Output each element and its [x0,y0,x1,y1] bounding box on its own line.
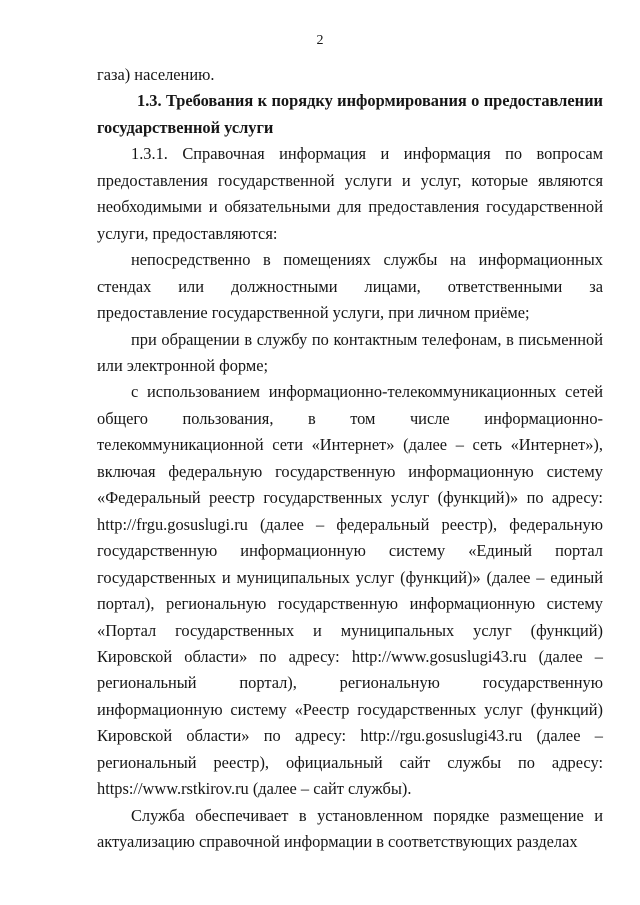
paragraph-continuation: газа) населению. [97,65,215,84]
section-heading: 1.3. Требования к порядку информирования о предоставлении государственной услуги [97,91,603,137]
paragraph-service-duties: Служба обеспечивает в установленном порядке размещение и актуализацию справочной информации в соответствующих разделах [97,805,603,852]
document-body [97,62,603,856]
paragraph-1-3-1: 1.3.1. Справочная информация и информация по вопросам предоставления государственной услуги и услуг, которые являются необходимыми и обязательными для предоставления государственной услуги, предоставляются: [97,144,603,243]
paragraph-in-office: непосредственно в помещениях службы на информационных стендах или должностными лицами, ответственными за предоставление государственной услуги, при личном приёме; [97,250,603,323]
paragraph-by-phone: при обращении в службу по контактным телефонам, в письменной или электронной форме; [97,329,603,375]
page-number: 2 [316,33,324,48]
paragraph-internet: с использованием информационно-телекоммуникационных сетей общего пользования, в том числе информационно-телекоммуникационной сети «Интернет» (далее – сеть «Интернет»), включая федеральную государственную информационную систему «Федеральный реестр государственных услуг (функций)» по адресу: http://frgu.gosuslugi.ru (далее – федеральный реестр), федеральную государственную информационную систему «Единый портал государственных и муниципальных услуг (функций)» (далее – единый портал), региональную государственную информационную систему «Портал государственных и муниципальных услуг (функций) Кировской области» по адресу: http://www.gosuslugi43.ru (далее – региональный портал), региональную государственную информационную систему «Реестр государственных услуг (функций) Кировской области» по адресу: http://rgu.gosuslugi43.ru (далее – региональный реестр), официальный сайт службы по адресу: https://www.rstkirov.ru (далее – сайт службы). [97,382,603,799]
